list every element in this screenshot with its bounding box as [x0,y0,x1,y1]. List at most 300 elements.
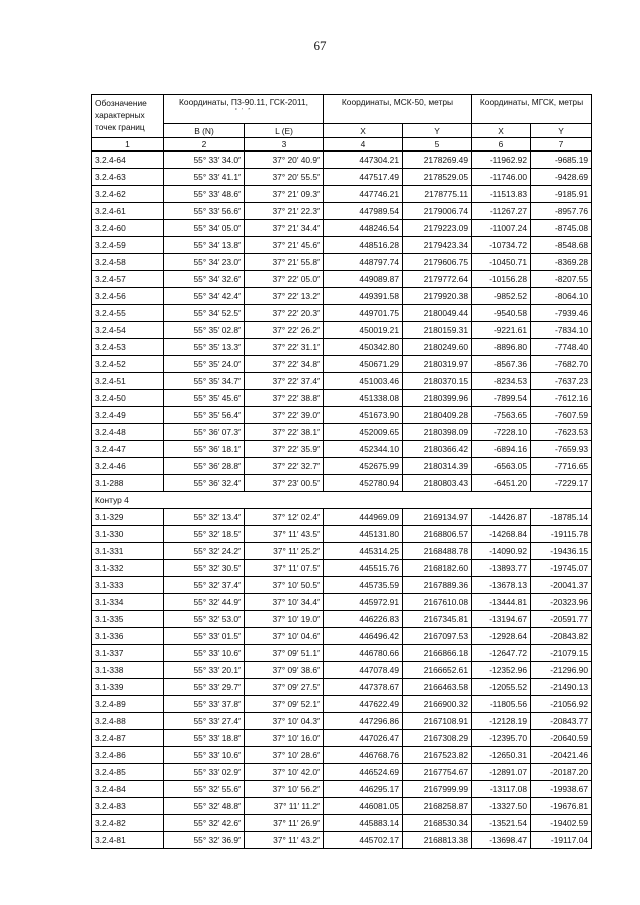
point-id-cell: 3.2.4-57 [92,271,164,288]
point-id-cell: 3.2.4-88 [92,713,164,730]
mgsk-y-cell: -20591.77 [531,611,592,628]
point-id-cell: 3.2.4-64 [92,151,164,169]
longitude-l-cell: 37° 22′ 38.8″ [245,390,324,407]
msk50-y-cell: 2166866.18 [403,645,472,662]
header-group-pz90-units: ° ′ ″ [234,108,253,114]
latitude-b-cell: 55° 34′ 13.8″ [164,237,245,254]
point-id-cell: 3.1-337 [92,645,164,662]
table-row [92,543,592,560]
mgsk-x-cell: -7899.54 [472,390,531,407]
longitude-l-cell: 37° 21′ 55.8″ [245,254,324,271]
mgsk-x-cell: -12352.96 [472,662,531,679]
msk50-x-cell: 444969.09 [324,509,403,526]
mgsk-y-cell: -8369.28 [531,254,592,271]
point-id-cell: 3.2.4-86 [92,747,164,764]
longitude-l-cell: 37° 22′ 35.9″ [245,441,324,458]
msk50-x-cell: 451003.46 [324,373,403,390]
point-id-cell: 3.2.4-50 [92,390,164,407]
mgsk-y-cell: -20843.77 [531,713,592,730]
mgsk-x-cell: -11513.83 [472,186,531,203]
msk50-y-cell: 2167097.53 [403,628,472,645]
latitude-b-cell: 55° 33′ 37.8″ [164,696,245,713]
msk50-y-cell: 2166652.61 [403,662,472,679]
msk50-x-cell: 448797.74 [324,254,403,271]
table-row [92,815,592,832]
mgsk-x-cell: -11805.56 [472,696,531,713]
msk50-y-cell: 2179772.64 [403,271,472,288]
point-id-cell: 3.1-336 [92,628,164,645]
longitude-l-cell: 37° 09′ 27.5″ [245,679,324,696]
msk50-x-cell: 446226.83 [324,611,403,628]
mgsk-y-cell: -9185.91 [531,186,592,203]
point-id-cell: 3.1-332 [92,560,164,577]
msk50-x-cell: 449391.58 [324,288,403,305]
point-id-cell: 3.1-338 [92,662,164,679]
msk50-y-cell: 2167999.99 [403,781,472,798]
longitude-l-cell: 37° 22′ 32.7″ [245,458,324,475]
msk50-x-cell: 452780.94 [324,475,403,492]
latitude-b-cell: 55° 36′ 18.1″ [164,441,245,458]
table-row [92,203,592,220]
table-row [92,288,592,305]
mgsk-y-cell: -7748.40 [531,339,592,356]
point-id-cell: 3.2.4-84 [92,781,164,798]
msk50-y-cell: 2180803.43 [403,475,472,492]
mgsk-x-cell: -13327.50 [472,798,531,815]
latitude-b-cell: 55° 32′ 53.0″ [164,611,245,628]
table-row [92,186,592,203]
latitude-b-cell: 55° 32′ 44.9″ [164,594,245,611]
mgsk-y-cell: -20187.20 [531,764,592,781]
table-row [92,713,592,730]
longitude-l-cell: 37° 09′ 52.1″ [245,696,324,713]
mgsk-y-cell: -8207.55 [531,271,592,288]
msk50-y-cell: 2179223.09 [403,220,472,237]
mgsk-y-cell: -19745.07 [531,560,592,577]
section-label: Контур 4 [92,492,592,509]
mgsk-x-cell: -12055.52 [472,679,531,696]
mgsk-x-cell: -12891.07 [472,764,531,781]
msk50-y-cell: 2167889.36 [403,577,472,594]
longitude-l-cell: 37° 11′ 43.2″ [245,832,324,849]
latitude-b-cell: 55° 32′ 48.8″ [164,798,245,815]
header-num: 3 [245,138,324,152]
msk50-x-cell: 447746.21 [324,186,403,203]
mgsk-y-cell: -8548.68 [531,237,592,254]
msk50-x-cell: 447078.49 [324,662,403,679]
latitude-b-cell: 55° 33′ 41.1″ [164,169,245,186]
msk50-y-cell: 2168806.57 [403,526,472,543]
mgsk-x-cell: -10734.72 [472,237,531,254]
latitude-b-cell: 55° 36′ 07.3″ [164,424,245,441]
msk50-x-cell: 452009.65 [324,424,403,441]
header-num: 5 [403,138,472,152]
mgsk-x-cell: -8234.53 [472,373,531,390]
point-id-cell: 3.2.4-62 [92,186,164,203]
mgsk-x-cell: -9221.61 [472,322,531,339]
point-id-cell: 3.2.4-89 [92,696,164,713]
header-group-pz90-label: Координаты, ПЗ-90.11, ГСК-2011, [179,97,308,107]
msk50-y-cell: 2180370.15 [403,373,472,390]
latitude-b-cell: 55° 35′ 34.7″ [164,373,245,390]
mgsk-y-cell: -7229.17 [531,475,592,492]
table-row [92,475,592,492]
longitude-l-cell: 37° 10′ 04.6″ [245,628,324,645]
msk50-x-cell: 449089.87 [324,271,403,288]
latitude-b-cell: 55° 34′ 23.0″ [164,254,245,271]
latitude-b-cell: 55° 32′ 36.9″ [164,832,245,849]
mgsk-y-cell: -7607.59 [531,407,592,424]
coordinates-table [91,94,592,849]
longitude-l-cell: 37° 10′ 28.6″ [245,747,324,764]
mgsk-y-cell: -19436.15 [531,543,592,560]
header-point-designation: Обозначение характерных точек границ [92,95,164,138]
table-body-section-b [92,509,592,849]
table-row [92,611,592,628]
msk50-y-cell: 2167345.81 [403,611,472,628]
header-num: 2 [164,138,245,152]
latitude-b-cell: 55° 33′ 18.8″ [164,730,245,747]
point-id-cell: 3.2.4-48 [92,424,164,441]
msk50-x-cell: 447026.47 [324,730,403,747]
latitude-b-cell: 55° 32′ 18.5″ [164,526,245,543]
latitude-b-cell: 55° 33′ 48.6″ [164,186,245,203]
longitude-l-cell: 37° 10′ 50.5″ [245,577,324,594]
msk50-y-cell: 2167610.08 [403,594,472,611]
mgsk-y-cell: -7834.10 [531,322,592,339]
latitude-b-cell: 55° 32′ 37.4″ [164,577,245,594]
header-row-subcolumns [92,124,592,138]
point-id-cell: 3.1-329 [92,509,164,526]
longitude-l-cell: 37° 10′ 56.2″ [245,781,324,798]
mgsk-y-cell: -19115.78 [531,526,592,543]
longitude-l-cell: 37° 10′ 42.0″ [245,764,324,781]
mgsk-y-cell: -7659.93 [531,441,592,458]
point-id-cell: 3.1-330 [92,526,164,543]
msk50-x-cell: 446295.17 [324,781,403,798]
point-id-cell: 3.2.4-51 [92,373,164,390]
mgsk-x-cell: -14090.92 [472,543,531,560]
msk50-y-cell: 2167754.67 [403,764,472,781]
point-id-cell: 3.2.4-59 [92,237,164,254]
msk50-x-cell: 450019.21 [324,322,403,339]
mgsk-y-cell: -18785.14 [531,509,592,526]
mgsk-x-cell: -13117.08 [472,781,531,798]
header-group-pz90 [164,95,324,124]
mgsk-x-cell: -12647.72 [472,645,531,662]
point-id-cell: 3.1-335 [92,611,164,628]
point-id-cell: 3.2.4-58 [92,254,164,271]
mgsk-y-cell: -21079.15 [531,645,592,662]
mgsk-y-cell: -7682.70 [531,356,592,373]
latitude-b-cell: 55° 32′ 13.4″ [164,509,245,526]
mgsk-x-cell: -7563.65 [472,407,531,424]
msk50-y-cell: 2166900.32 [403,696,472,713]
msk50-y-cell: 2179920.38 [403,288,472,305]
longitude-l-cell: 37° 11′ 43.5″ [245,526,324,543]
msk50-y-cell: 2168488.78 [403,543,472,560]
msk50-x-cell: 445883.14 [324,815,403,832]
point-id-cell: 3.2.4-53 [92,339,164,356]
point-id-cell: 3.2.4-82 [92,815,164,832]
mgsk-y-cell: -21056.92 [531,696,592,713]
mgsk-x-cell: -6563.05 [472,458,531,475]
mgsk-y-cell: -20843.82 [531,628,592,645]
latitude-b-cell: 55° 36′ 32.4″ [164,475,245,492]
table-row [92,169,592,186]
mgsk-x-cell: -10450.71 [472,254,531,271]
longitude-l-cell: 37° 20′ 55.5″ [245,169,324,186]
table-row [92,424,592,441]
mgsk-y-cell: -8064.10 [531,288,592,305]
longitude-l-cell: 37° 23′ 00.5″ [245,475,324,492]
mgsk-x-cell: -11962.92 [472,151,531,169]
longitude-l-cell: 37° 22′ 20.3″ [245,305,324,322]
msk50-y-cell: 2167523.82 [403,747,472,764]
mgsk-x-cell: -6451.20 [472,475,531,492]
mgsk-y-cell: -7939.46 [531,305,592,322]
point-id-cell: 3.1-334 [92,594,164,611]
table-row [92,526,592,543]
mgsk-x-cell: -11746.00 [472,169,531,186]
mgsk-x-cell: -13678.13 [472,577,531,594]
msk50-x-cell: 446768.76 [324,747,403,764]
point-id-cell: 3.2.4-54 [92,322,164,339]
msk50-x-cell: 448516.28 [324,237,403,254]
longitude-l-cell: 37° 12′ 02.4″ [245,509,324,526]
longitude-l-cell: 37° 22′ 13.2″ [245,288,324,305]
mgsk-x-cell: -10156.28 [472,271,531,288]
table-row [92,832,592,849]
msk50-x-cell: 446780.66 [324,645,403,662]
table-body-section-a [92,151,592,492]
msk50-y-cell: 2180049.44 [403,305,472,322]
msk50-x-cell: 450342.80 [324,339,403,356]
header-group-mgsk: Координаты, МГСК, метры [472,95,592,124]
longitude-l-cell: 37° 09′ 38.6″ [245,662,324,679]
latitude-b-cell: 55° 33′ 29.7″ [164,679,245,696]
msk50-x-cell: 445735.59 [324,577,403,594]
header-group-msk50: Координаты, МСК-50, метры [324,95,472,124]
longitude-l-cell: 37° 21′ 34.4″ [245,220,324,237]
longitude-l-cell: 37° 21′ 45.6″ [245,237,324,254]
latitude-b-cell: 55° 33′ 20.1″ [164,662,245,679]
msk50-y-cell: 2168258.87 [403,798,472,815]
longitude-l-cell: 37° 22′ 26.2″ [245,322,324,339]
msk50-x-cell: 451673.90 [324,407,403,424]
latitude-b-cell: 55° 33′ 01.5″ [164,628,245,645]
latitude-b-cell: 55° 36′ 28.8″ [164,458,245,475]
point-id-cell: 3.2.4-61 [92,203,164,220]
table-row [92,322,592,339]
latitude-b-cell: 55° 32′ 24.2″ [164,543,245,560]
table-row [92,509,592,526]
mgsk-y-cell: -9428.69 [531,169,592,186]
mgsk-x-cell: -7228.10 [472,424,531,441]
msk50-y-cell: 2169134.97 [403,509,472,526]
msk50-x-cell: 445515.76 [324,560,403,577]
latitude-b-cell: 55° 32′ 30.5″ [164,560,245,577]
mgsk-x-cell: -13521.54 [472,815,531,832]
header-num: 4 [324,138,403,152]
latitude-b-cell: 55° 34′ 52.5″ [164,305,245,322]
msk50-x-cell: 447622.49 [324,696,403,713]
header-sub-mgsk-x: X [472,124,531,138]
table-row [92,560,592,577]
header-sub-b: B (N) [164,124,245,138]
msk50-y-cell: 2179006.74 [403,203,472,220]
mgsk-x-cell: -12128.19 [472,713,531,730]
msk50-x-cell: 446081.05 [324,798,403,815]
longitude-l-cell: 37° 10′ 04.3″ [245,713,324,730]
longitude-l-cell: 37° 11′ 07.5″ [245,560,324,577]
mgsk-x-cell: -13893.77 [472,560,531,577]
longitude-l-cell: 37° 22′ 34.8″ [245,356,324,373]
latitude-b-cell: 55° 35′ 56.4″ [164,407,245,424]
msk50-x-cell: 447296.86 [324,713,403,730]
table-row [92,254,592,271]
table-row [92,662,592,679]
longitude-l-cell: 37° 11′ 26.9″ [245,815,324,832]
point-id-cell: 3.2.4-60 [92,220,164,237]
table-row [92,594,592,611]
table-row [92,679,592,696]
mgsk-y-cell: -21490.13 [531,679,592,696]
latitude-b-cell: 55° 34′ 32.6″ [164,271,245,288]
latitude-b-cell: 55° 34′ 05.0″ [164,220,245,237]
msk50-x-cell: 452344.10 [324,441,403,458]
mgsk-x-cell: -9540.58 [472,305,531,322]
table-row [92,151,592,169]
mgsk-y-cell: -20421.46 [531,747,592,764]
table-row [92,764,592,781]
table-row [92,730,592,747]
mgsk-x-cell: -13194.67 [472,611,531,628]
table-row [92,458,592,475]
msk50-x-cell: 446496.42 [324,628,403,645]
mgsk-x-cell: -12395.70 [472,730,531,747]
longitude-l-cell: 37° 10′ 34.4″ [245,594,324,611]
mgsk-x-cell: -11007.24 [472,220,531,237]
mgsk-y-cell: -8745.08 [531,220,592,237]
mgsk-y-cell: -7637.23 [531,373,592,390]
msk50-y-cell: 2178269.49 [403,151,472,169]
longitude-l-cell: 37° 22′ 39.0″ [245,407,324,424]
table-row [92,390,592,407]
mgsk-y-cell: -20640.59 [531,730,592,747]
msk50-x-cell: 447989.54 [324,203,403,220]
point-id-cell: 3.1-331 [92,543,164,560]
mgsk-x-cell: -8567.36 [472,356,531,373]
point-id-cell: 3.2.4-83 [92,798,164,815]
table-row [92,798,592,815]
mgsk-y-cell: -19938.67 [531,781,592,798]
point-id-cell: 3.2.4-81 [92,832,164,849]
mgsk-x-cell: -8896.80 [472,339,531,356]
longitude-l-cell: 37° 11′ 11.2″ [245,798,324,815]
point-id-cell: 3.2.4-63 [92,169,164,186]
table-row [92,441,592,458]
msk50-y-cell: 2179423.34 [403,237,472,254]
page-number: 67 [313,38,327,53]
table-row [92,645,592,662]
mgsk-y-cell: -9685.19 [531,151,592,169]
mgsk-x-cell: -13444.81 [472,594,531,611]
table-row [92,237,592,254]
longitude-l-cell: 37° 11′ 25.2″ [245,543,324,560]
section-row [92,492,592,509]
msk50-y-cell: 2168813.38 [403,832,472,849]
point-id-cell: 3.1-288 [92,475,164,492]
longitude-l-cell: 37° 22′ 38.1″ [245,424,324,441]
mgsk-x-cell: -14268.84 [472,526,531,543]
point-id-cell: 3.2.4-85 [92,764,164,781]
msk50-x-cell: 447517.49 [324,169,403,186]
table-row [92,781,592,798]
point-id-cell: 3.2.4-49 [92,407,164,424]
table-row [92,356,592,373]
header-sub-mgsk-y: Y [531,124,592,138]
longitude-l-cell: 37° 22′ 05.0″ [245,271,324,288]
latitude-b-cell: 55° 35′ 02.8″ [164,322,245,339]
longitude-l-cell: 37° 21′ 22.3″ [245,203,324,220]
header-sub-l: L (E) [245,124,324,138]
header-num: 1 [92,138,164,152]
mgsk-y-cell: -8957.76 [531,203,592,220]
mgsk-x-cell: -9852.52 [472,288,531,305]
table-row [92,407,592,424]
latitude-b-cell: 55° 33′ 10.6″ [164,747,245,764]
msk50-y-cell: 2180366.42 [403,441,472,458]
longitude-l-cell: 37° 22′ 37.4″ [245,373,324,390]
table-section-heading [92,492,592,509]
table-row [92,305,592,322]
msk50-x-cell: 446524.69 [324,764,403,781]
msk50-x-cell: 445131.80 [324,526,403,543]
mgsk-x-cell: -11267.27 [472,203,531,220]
latitude-b-cell: 55° 35′ 45.6″ [164,390,245,407]
msk50-y-cell: 2180159.31 [403,322,472,339]
msk50-x-cell: 445702.17 [324,832,403,849]
longitude-l-cell: 37° 10′ 19.0″ [245,611,324,628]
latitude-b-cell: 55° 34′ 42.4″ [164,288,245,305]
msk50-x-cell: 445314.25 [324,543,403,560]
latitude-b-cell: 55° 33′ 34.0″ [164,151,245,169]
longitude-l-cell: 37° 20′ 40.9″ [245,151,324,169]
latitude-b-cell: 55° 33′ 02.9″ [164,764,245,781]
table-row [92,747,592,764]
longitude-l-cell: 37° 09′ 51.1″ [245,645,324,662]
header-row-numbers [92,138,592,152]
point-id-cell: 3.2.4-52 [92,356,164,373]
msk50-y-cell: 2180409.28 [403,407,472,424]
msk50-x-cell: 452675.99 [324,458,403,475]
header-sub-msk-y: Y [403,124,472,138]
point-id-cell: 3.1-333 [92,577,164,594]
mgsk-y-cell: -19676.81 [531,798,592,815]
table-row [92,628,592,645]
header-num: 6 [472,138,531,152]
mgsk-y-cell: -19117.04 [531,832,592,849]
point-id-cell: 3.2.4-46 [92,458,164,475]
point-id-cell: 3.2.4-87 [92,730,164,747]
point-id-cell: 3.2.4-47 [92,441,164,458]
mgsk-x-cell: -12928.64 [472,628,531,645]
mgsk-x-cell: -13698.47 [472,832,531,849]
mgsk-y-cell: -7716.65 [531,458,592,475]
point-id-cell: 3.1-339 [92,679,164,696]
msk50-x-cell: 451338.08 [324,390,403,407]
